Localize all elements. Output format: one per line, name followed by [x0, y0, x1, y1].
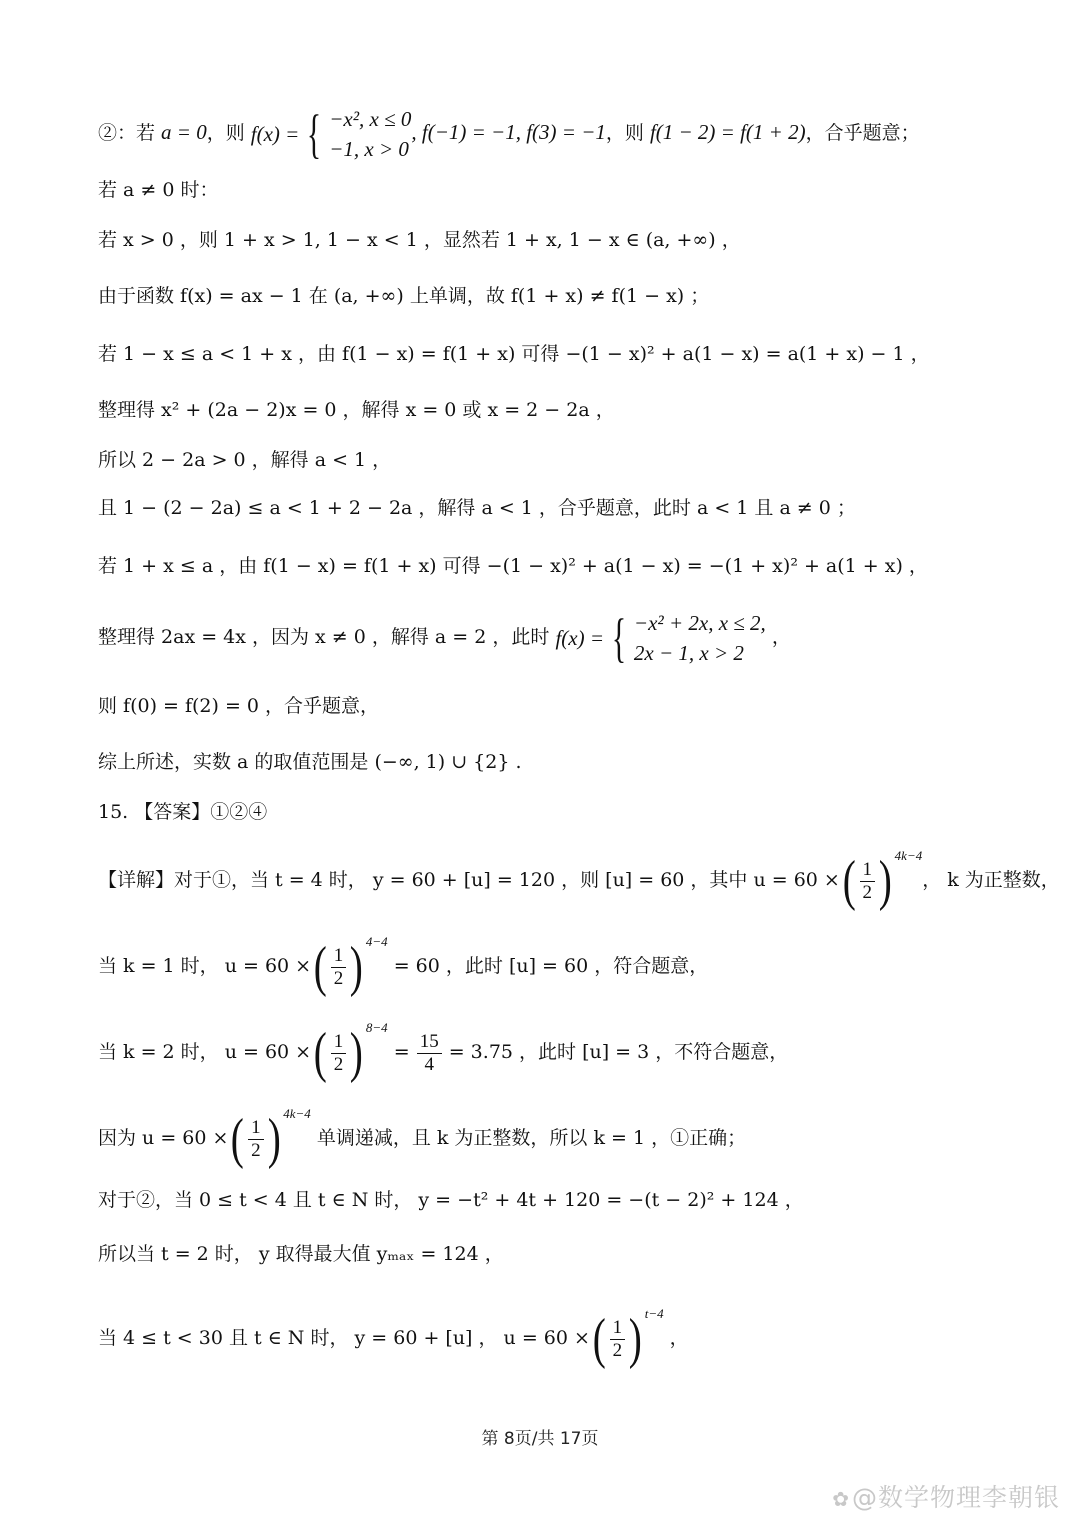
- math: f(x) =: [555, 626, 604, 650]
- case: 2x − 1, x > 2: [633, 641, 744, 665]
- watermark-logo-icon: ✿: [832, 1487, 850, 1511]
- line-2: 若 a ≠ 0 时：: [98, 179, 219, 201]
- denominator: 2: [251, 1139, 261, 1161]
- text: 单调递减，且 k 为正整数，所以 k = 1 ，①正确；: [310, 1127, 747, 1149]
- line-7: 所以 2 − 2a > 0 ，解得 a < 1 ，: [98, 449, 392, 471]
- text: = 3.75 ，此时 [u] = 3 ，不符合题意，: [442, 1041, 789, 1063]
- text: =: [387, 1041, 416, 1063]
- case: −x², x ≤ 0: [329, 107, 412, 131]
- text: ，: [765, 626, 791, 648]
- line-14: 【详解】对于①，当 t = 4 时， y = 60 + [u] = 120 ，则 [u] = 60 ，其中 u = 60 ×( $\frac{1}{2}$ ) $^{4k-4}$， k 为正整数，: [98, 848, 1060, 912]
- exponent: 8−4: [365, 1020, 388, 1035]
- piecewise-1: f(x) = { −x², x ≤ 0 −1, x > 0: [250, 104, 412, 164]
- line-15: 当 k = 1 时， u = 60 ×( $\frac{1}{2}$ ) $^{4-4}$ = 60 ，此时 [u] = 60 ，符合题意，: [98, 934, 709, 998]
- exponent: 4−4: [365, 934, 388, 949]
- line-5: 若 1 − x ≤ a < 1 + x ，由 f(1 − x) = f(1 + x) 可得 −(1 − x)² + a(1 − x) = a(1 + x) − 1 ，: [98, 343, 930, 365]
- exponent: 4k−4: [894, 848, 923, 863]
- math: , f(−1) = −1, f(3) = −1: [411, 120, 606, 144]
- line-17: 因为 u = 60 ×( $\frac{1}{2}$ ) $^{4k-4}$ 单调递减，且 k 为正整数，所以 k = 1 ，①正确；: [98, 1106, 747, 1170]
- math: f(x) =: [250, 122, 300, 146]
- line-20: 当 4 ≤ t < 30 且 t ∈ N 时， y = 60 + [u] ， u = 60 ×( $\frac{1}{2}$ ) $^{t-4}$ ，: [98, 1306, 689, 1370]
- line-18: 对于②，当 0 ≤ t < 4 且 t ∈ N 时， y = −t² + 4t + 120 = −(t − 2)² + 124 ，: [98, 1189, 804, 1211]
- numerator: 1: [248, 1117, 264, 1140]
- page-footer: 第 8页/共 17页: [481, 1429, 599, 1449]
- text: 当 k = 2 时， u = 60 ×: [98, 1041, 312, 1063]
- line-12: 综上所述，实数 a 的取值范围是 (−∞, 1) ∪ {2} .: [98, 751, 522, 773]
- text: ， k 为正整数，: [922, 869, 1060, 891]
- denominator: 4: [424, 1053, 434, 1075]
- numerator: 15: [417, 1031, 442, 1054]
- denominator: 2: [862, 881, 873, 903]
- text: ，合乎题意；: [805, 122, 920, 144]
- line-11: 则 f(0) = f(2) = 0 ，合乎题意，: [98, 695, 380, 717]
- line-19: 所以当 t = 2 时， y 取得最大值 yₘₐₓ = 124 ，: [98, 1243, 504, 1265]
- line-4: 由于函数 f(x) = ax − 1 在 (a, +∞) 上单调，故 f(1 + x) ≠ f(1 − x) ；: [98, 285, 710, 307]
- text: 当 4 ≤ t < 30 且 t ∈ N 时， y = 60 + [u] ， u = 60 ×: [98, 1327, 590, 1349]
- text: ，则: [206, 122, 251, 144]
- text: 因为 u = 60 ×: [98, 1127, 229, 1149]
- text: 当 k = 1 时， u = 60 ×: [98, 955, 312, 977]
- denominator: 2: [333, 1053, 344, 1075]
- math: a = 0: [161, 120, 207, 144]
- line-9: 若 1 + x ≤ a ，由 f(1 − x) = f(1 + x) 可得 −(1 − x)² + a(1 − x) = −(1 + x)² + a(1 + x) ，: [98, 555, 928, 577]
- line-8: 且 1 − (2 − 2a) ≤ a < 1 + 2 − 2a ，解得 a < 1 ，合乎题意，此时 a < 1 且 a ≠ 0 ；: [98, 497, 856, 519]
- watermark: [832, 1478, 1060, 1514]
- text: ，则: [605, 122, 650, 144]
- denominator: 2: [333, 967, 344, 989]
- numerator: 1: [331, 945, 347, 968]
- numerator: 1: [331, 1031, 347, 1054]
- line-3: 若 x > 0 ，则 1 + x > 1, 1 − x < 1 ，显然若 1 + x, 1 − x ∈ (a, +∞) ，: [98, 229, 741, 251]
- line-1: [98, 104, 920, 164]
- line-13: 15. 【答案】①②④: [98, 801, 268, 823]
- math: f(1 − 2) = f(1 + 2): [649, 120, 806, 144]
- text: = 60 ，此时 [u] = 60 ，符合题意，: [387, 955, 709, 977]
- line-16: 当 k = 2 时， u = 60 ×( $\frac{1}{2}$ ) $^{8-4}$ = $\frac{15}{4}$ = 3.75 ，此时 [u] = 3 ，不符合题意，: [98, 1020, 789, 1084]
- denominator: 2: [612, 1339, 623, 1361]
- piecewise-2: f(x) = { −x² + 2x, x ≤ 2, 2x − 1, x > 2: [555, 608, 766, 668]
- numerator: 1: [860, 859, 876, 882]
- case: −1, x > 0: [329, 137, 409, 161]
- text: 整理得 2ax = 4x ，因为 x ≠ 0 ，解得 a = 2 ，此时: [98, 626, 556, 648]
- line-10: [98, 608, 791, 668]
- case: −x² + 2x, x ≤ 2,: [633, 611, 766, 635]
- numerator: 1: [610, 1317, 626, 1340]
- line-6: 整理得 x² + (2a − 2)x = 0 ，解得 x = 0 或 x = 2 − 2a ，: [98, 399, 615, 421]
- text: ，: [663, 1327, 689, 1349]
- watermark-text: @数学物理李朝银: [851, 1483, 1060, 1512]
- text: 【详解】对于①，当 t = 4 时， y = 60 + [u] = 120 ，则 [u] = 60 ，其中 u = 60 ×: [98, 869, 840, 891]
- exponent: t−4: [644, 1306, 664, 1321]
- text: ②：若: [98, 122, 162, 144]
- exponent: 4k−4: [283, 1106, 311, 1121]
